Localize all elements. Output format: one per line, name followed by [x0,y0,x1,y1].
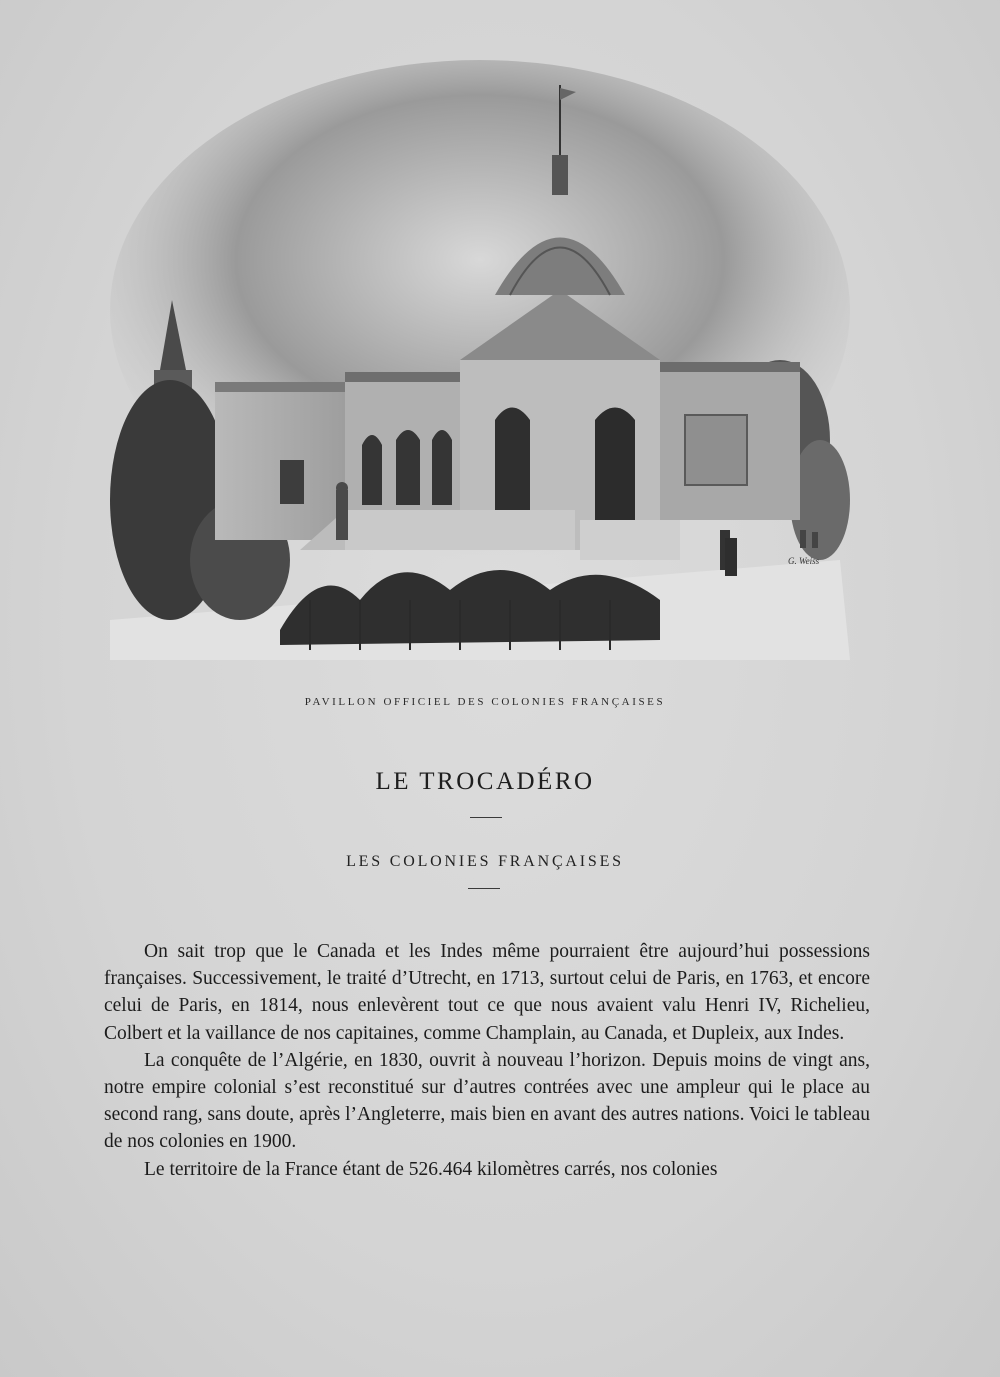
subtitle-divider [468,888,500,889]
body-text [104,938,870,1183]
paragraph: On sait trop que le Canada et les Indes même pourraient être aujourd’hui possessions françaises. Successivement, le traité d’Utrecht, en 1713, surtout celui de Paris, en 1763, et encore celui de Paris, en 1814, nous enlevèrent tout ce que nous avaient valu Henri IV, Richelieu, Colbert et la vaillance de nos capitaines, comme Champlain, au Canada, et Dupleix, aux Indes. [104,941,870,1044]
paragraph: Le territoire de la France étant de 526.464 kilomètres carrés, nos colonies [144,1158,718,1180]
page-title: LE TROCADÉRO [375,768,595,795]
artist-signature: G. Weiss [788,556,820,566]
pavilion-illustration [100,60,860,680]
title-divider [470,817,502,818]
paragraph: La conquête de l’Algérie, en 1830, ouvrit à nouveau l’horizon. Depuis moins de vingt ans, notre empire colonial s’est reconstitué sur d’autres contrées avec une ampleur qui le place au second rang, sans doute, après l’Angleterre, mais bien en avant des autres nations. Voici le tableau de nos colonies en 1900. [104,1049,870,1153]
section-subtitle: LES COLONIES FRANÇAISES [346,853,624,870]
illustration-caption: PAVILLON OFFICIEL DES COLONIES FRANÇAISES [304,696,666,708]
